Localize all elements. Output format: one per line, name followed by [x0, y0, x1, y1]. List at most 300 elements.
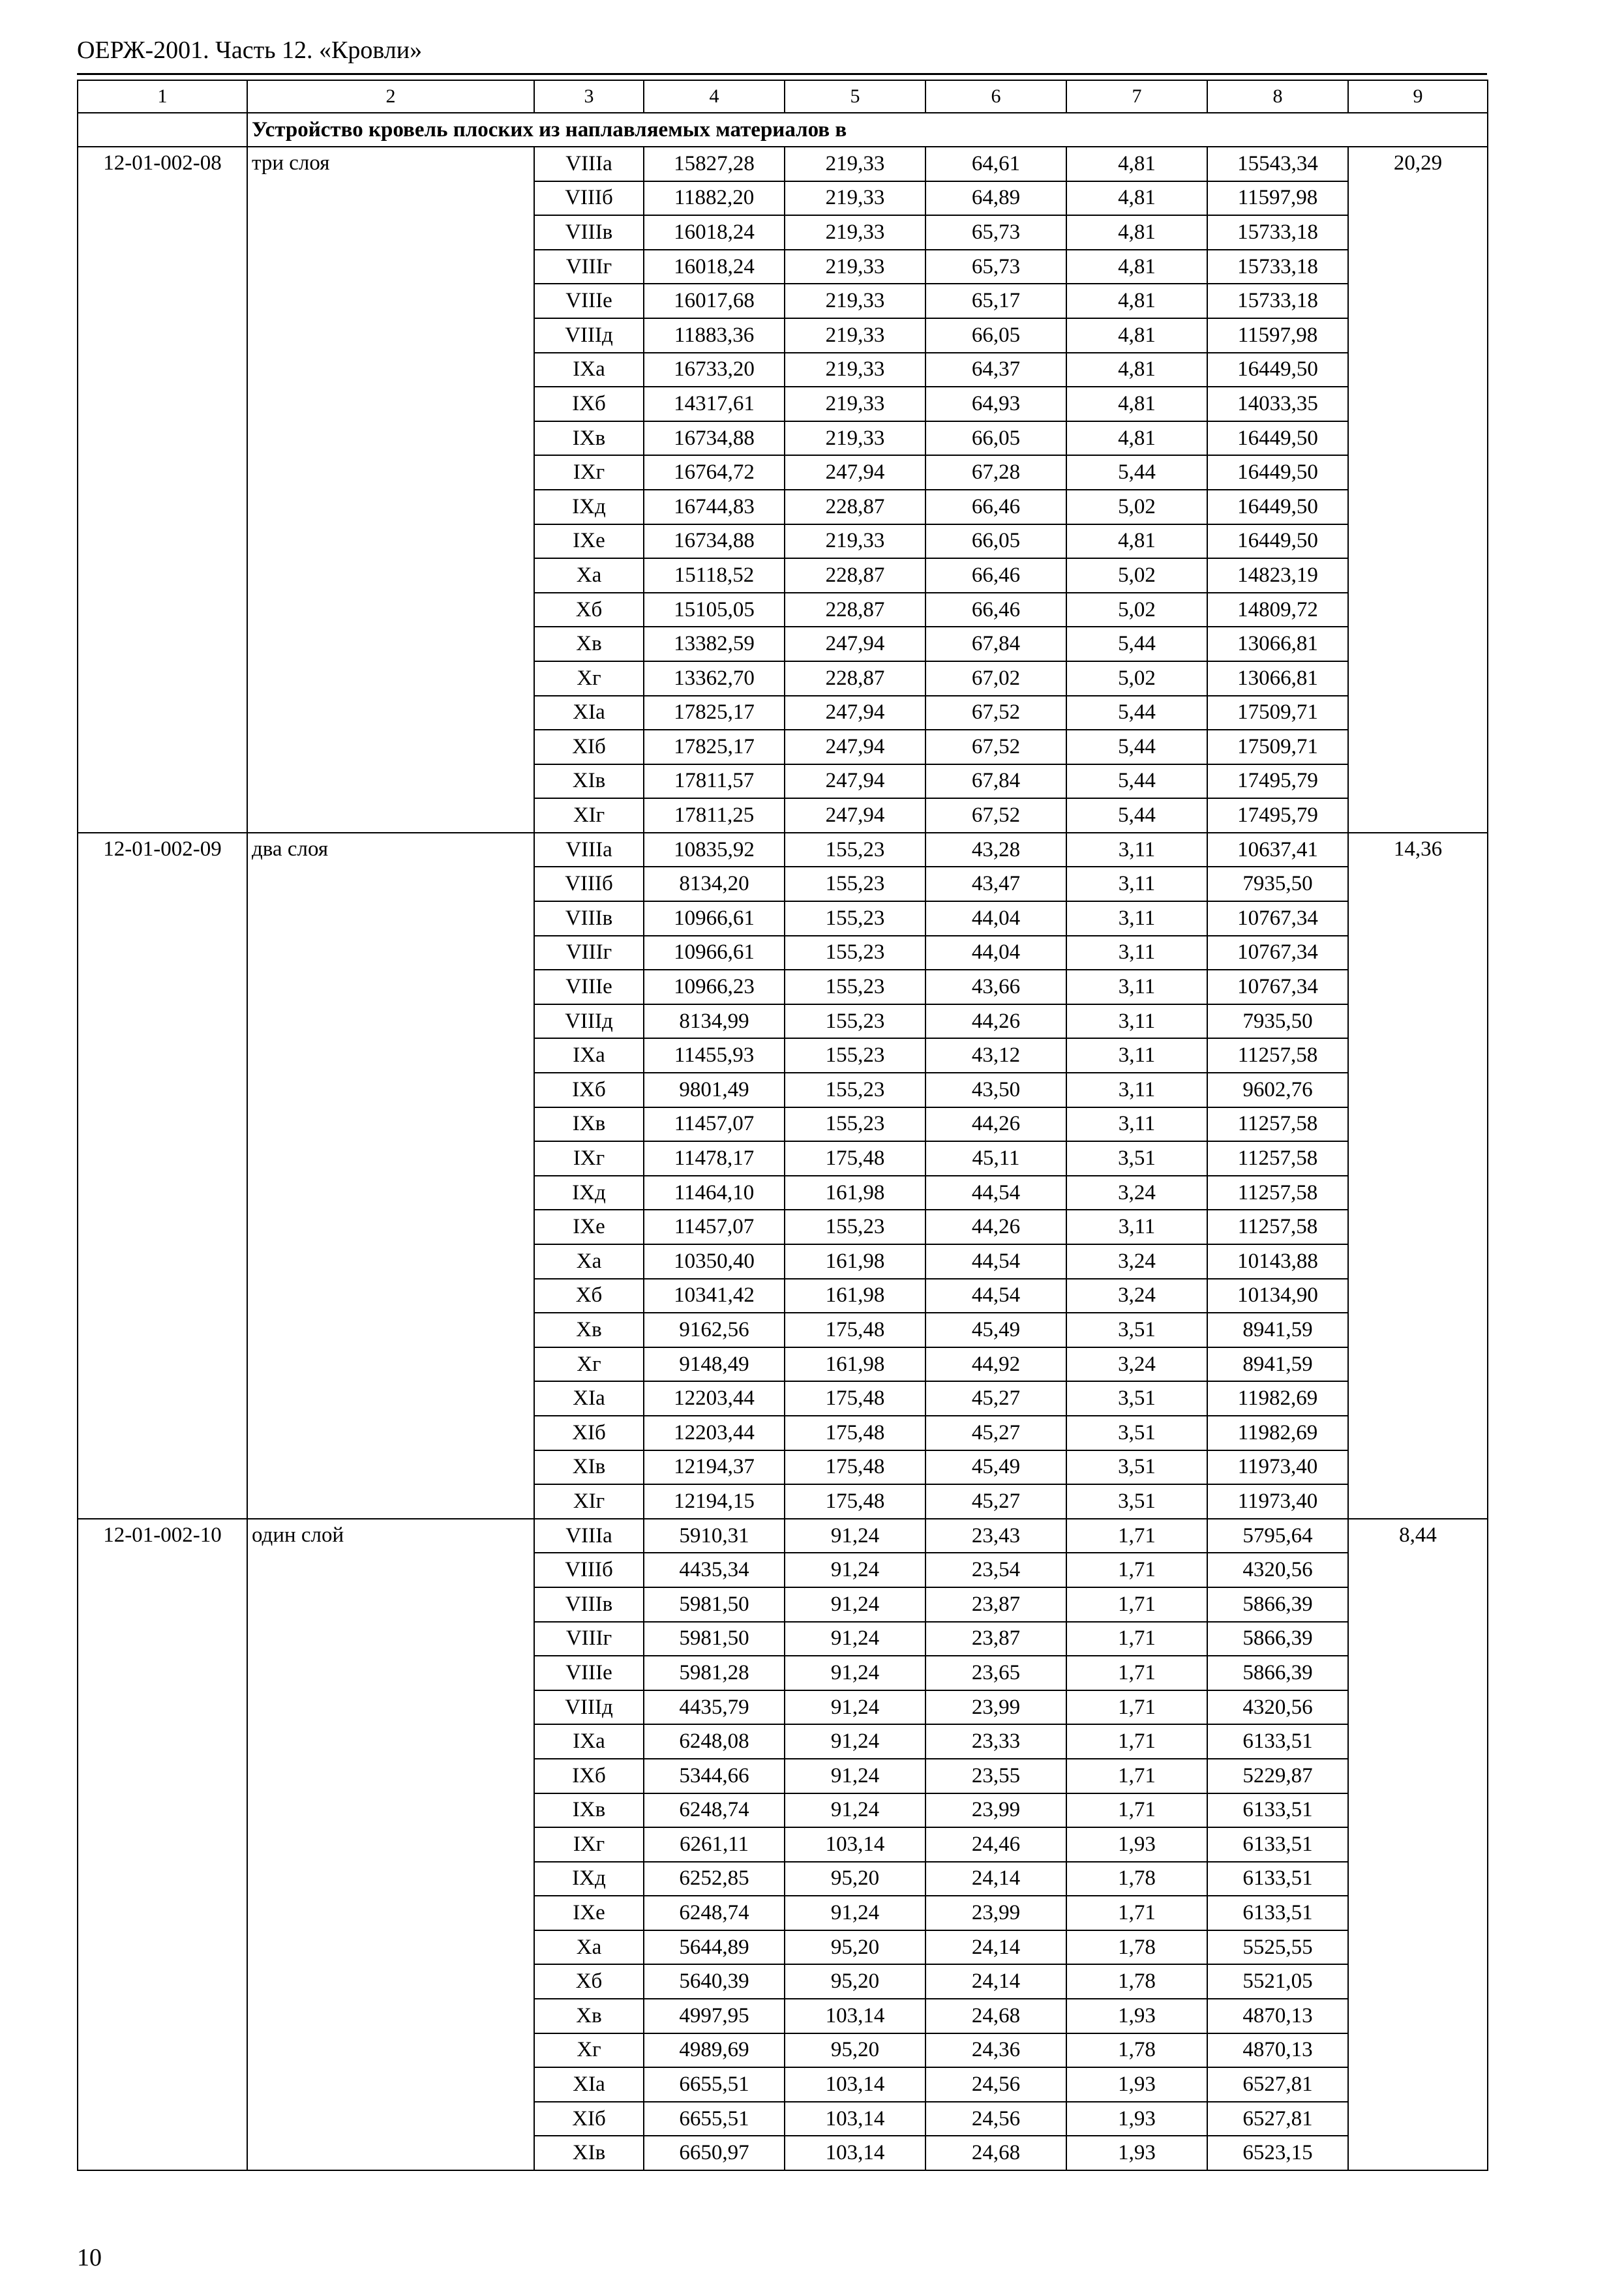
column-header: 5 — [785, 80, 925, 113]
total-cost-cell: 6248,74 — [644, 1793, 785, 1828]
materials-cell: 16449,50 — [1207, 353, 1348, 387]
wages-cell: 91,24 — [785, 1896, 925, 1930]
materials-cell: 5229,87 — [1207, 1759, 1348, 1793]
driver-wages-cell: 1,71 — [1066, 1690, 1207, 1725]
driver-wages-cell: 1,71 — [1066, 1656, 1207, 1690]
wages-cell: 95,20 — [785, 1964, 925, 1999]
driver-wages-cell: 1,71 — [1066, 1896, 1207, 1930]
total-cost-cell: 15118,52 — [644, 558, 785, 593]
layer-count: один слой — [247, 1519, 534, 2170]
materials-cell: 5525,55 — [1207, 1930, 1348, 1965]
wages-cell: 155,23 — [785, 1210, 925, 1244]
machines-cell: 64,93 — [925, 387, 1066, 421]
total-cost-cell: 10966,23 — [644, 970, 785, 1004]
zone-cell: IXа — [534, 1724, 644, 1759]
total-cost-cell: 5640,39 — [644, 1964, 785, 1999]
materials-cell: 10134,90 — [1207, 1279, 1348, 1313]
driver-wages-cell: 1,71 — [1066, 1793, 1207, 1828]
machines-cell: 45,27 — [925, 1381, 1066, 1416]
total-cost-cell: 11883,36 — [644, 318, 785, 353]
section-title-spacer — [78, 113, 247, 147]
driver-wages-cell: 1,78 — [1066, 1930, 1207, 1965]
driver-wages-cell: 1,93 — [1066, 2136, 1207, 2170]
driver-wages-cell: 5,02 — [1066, 661, 1207, 696]
materials-cell: 17495,79 — [1207, 764, 1348, 799]
driver-wages-cell: 4,81 — [1066, 353, 1207, 387]
materials-cell: 6527,81 — [1207, 2067, 1348, 2102]
layer-count: два слоя — [247, 833, 534, 1519]
total-cost-cell: 13382,59 — [644, 627, 785, 661]
machines-cell: 24,56 — [925, 2067, 1066, 2102]
total-cost-cell: 11457,07 — [644, 1210, 785, 1244]
materials-cell: 7935,50 — [1207, 867, 1348, 901]
wages-cell: 155,23 — [785, 867, 925, 901]
machines-cell: 66,46 — [925, 490, 1066, 524]
machines-cell: 67,02 — [925, 661, 1066, 696]
wages-cell: 155,23 — [785, 1073, 925, 1107]
total-cost-cell: 16764,72 — [644, 455, 785, 490]
page-number: 10 — [77, 2244, 102, 2271]
zone-cell: VIIIг — [534, 250, 644, 284]
machines-cell: 66,46 — [925, 593, 1066, 627]
zone-cell: XIв — [534, 764, 644, 799]
labor-cost-cell: 14,36 — [1348, 833, 1488, 1519]
section-title: Устройство кровель плоских из наплавляемых материалов в — [247, 113, 1488, 147]
driver-wages-cell: 5,02 — [1066, 490, 1207, 524]
machines-cell: 65,73 — [925, 215, 1066, 250]
materials-cell: 9602,76 — [1207, 1073, 1348, 1107]
materials-cell: 11257,58 — [1207, 1210, 1348, 1244]
driver-wages-cell: 3,51 — [1066, 1381, 1207, 1416]
driver-wages-cell: 4,81 — [1066, 318, 1207, 353]
materials-cell: 10143,88 — [1207, 1244, 1348, 1279]
materials-cell: 16449,50 — [1207, 455, 1348, 490]
zone-cell: IXа — [534, 353, 644, 387]
wages-cell: 219,33 — [785, 284, 925, 318]
zone-cell: IXд — [534, 490, 644, 524]
total-cost-cell: 16017,68 — [644, 284, 785, 318]
machines-cell: 66,46 — [925, 558, 1066, 593]
machines-cell: 24,56 — [925, 2102, 1066, 2136]
page-header-title: ОЕРЖ-2001. Часть 12. «Кровли» — [77, 37, 423, 64]
driver-wages-cell: 5,44 — [1066, 696, 1207, 730]
total-cost-cell: 10350,40 — [644, 1244, 785, 1279]
materials-cell: 4870,13 — [1207, 2033, 1348, 2068]
total-cost-cell: 6248,74 — [644, 1896, 785, 1930]
driver-wages-cell: 1,78 — [1066, 2033, 1207, 2068]
wages-cell: 219,33 — [785, 250, 925, 284]
zone-cell: VIIIг — [534, 936, 644, 970]
total-cost-cell: 5910,31 — [644, 1519, 785, 1553]
materials-cell: 13066,81 — [1207, 661, 1348, 696]
wages-cell: 247,94 — [785, 696, 925, 730]
driver-wages-cell: 5,02 — [1066, 558, 1207, 593]
driver-wages-cell: 1,78 — [1066, 1862, 1207, 1896]
column-header: 3 — [534, 80, 644, 113]
materials-cell: 8941,59 — [1207, 1347, 1348, 1382]
machines-cell: 23,65 — [925, 1656, 1066, 1690]
machines-cell: 23,99 — [925, 1690, 1066, 1725]
wages-cell: 91,24 — [785, 1793, 925, 1828]
total-cost-cell: 8134,20 — [644, 867, 785, 901]
driver-wages-cell: 3,11 — [1066, 1038, 1207, 1073]
wages-cell: 155,23 — [785, 833, 925, 867]
zone-cell: VIIIб — [534, 1553, 644, 1587]
header-rule — [77, 73, 1487, 75]
zone-cell: Xб — [534, 1279, 644, 1313]
zone-cell: Xб — [534, 1964, 644, 1999]
driver-wages-cell: 3,11 — [1066, 970, 1207, 1004]
materials-cell: 4320,56 — [1207, 1690, 1348, 1725]
zone-cell: VIIIд — [534, 1690, 644, 1725]
driver-wages-cell: 3,11 — [1066, 833, 1207, 867]
driver-wages-cell: 5,44 — [1066, 730, 1207, 764]
machines-cell: 24,46 — [925, 1827, 1066, 1862]
zone-cell: Xа — [534, 1244, 644, 1279]
total-cost-cell: 16018,24 — [644, 250, 785, 284]
machines-cell: 23,33 — [925, 1724, 1066, 1759]
wages-cell: 91,24 — [785, 1622, 925, 1656]
column-header: 8 — [1207, 80, 1348, 113]
total-cost-cell: 12194,37 — [644, 1450, 785, 1485]
machines-cell: 23,87 — [925, 1587, 1066, 1622]
wages-cell: 228,87 — [785, 593, 925, 627]
driver-wages-cell: 4,81 — [1066, 524, 1207, 559]
zone-cell: XIв — [534, 1450, 644, 1485]
machines-cell: 23,43 — [925, 1519, 1066, 1553]
machines-cell: 67,84 — [925, 627, 1066, 661]
zone-cell: IXб — [534, 1759, 644, 1793]
driver-wages-cell: 5,02 — [1066, 593, 1207, 627]
zone-cell: XIб — [534, 2102, 644, 2136]
driver-wages-cell: 3,51 — [1066, 1313, 1207, 1347]
zone-cell: VIIIд — [534, 1004, 644, 1039]
column-header: 9 — [1348, 80, 1488, 113]
total-cost-cell: 16733,20 — [644, 353, 785, 387]
zone-cell: XIб — [534, 1416, 644, 1450]
total-cost-cell: 4997,95 — [644, 1999, 785, 2033]
machines-cell: 23,55 — [925, 1759, 1066, 1793]
materials-cell: 6133,51 — [1207, 1724, 1348, 1759]
wages-cell: 103,14 — [785, 1999, 925, 2033]
wages-cell: 103,14 — [785, 2067, 925, 2102]
materials-cell: 17495,79 — [1207, 798, 1348, 833]
zone-cell: IXв — [534, 421, 644, 456]
materials-cell: 11597,98 — [1207, 318, 1348, 353]
zone-cell: XIа — [534, 696, 644, 730]
labor-cost-cell: 8,44 — [1348, 1519, 1488, 2170]
zone-cell: Xг — [534, 2033, 644, 2068]
wages-cell: 247,94 — [785, 730, 925, 764]
total-cost-cell: 10341,42 — [644, 1279, 785, 1313]
zone-cell: IXг — [534, 455, 644, 490]
machines-cell: 44,04 — [925, 901, 1066, 936]
machines-cell: 23,54 — [925, 1553, 1066, 1587]
zone-cell: VIIIа — [534, 833, 644, 867]
table-row — [78, 147, 1488, 181]
driver-wages-cell: 1,71 — [1066, 1587, 1207, 1622]
wages-cell: 91,24 — [785, 1759, 925, 1793]
driver-wages-cell: 1,93 — [1066, 2102, 1207, 2136]
materials-cell: 16449,50 — [1207, 524, 1348, 559]
machines-cell: 44,54 — [925, 1176, 1066, 1210]
total-cost-cell: 17811,25 — [644, 798, 785, 833]
wages-cell: 155,23 — [785, 970, 925, 1004]
total-cost-cell: 10966,61 — [644, 936, 785, 970]
materials-cell: 10767,34 — [1207, 901, 1348, 936]
machines-cell: 43,47 — [925, 867, 1066, 901]
rate-code: 12-01-002-10 — [78, 1519, 247, 2170]
zone-cell: VIIIг — [534, 1622, 644, 1656]
table-row — [78, 833, 1488, 867]
wages-cell: 91,24 — [785, 1519, 925, 1553]
driver-wages-cell: 3,11 — [1066, 1210, 1207, 1244]
wages-cell: 228,87 — [785, 661, 925, 696]
driver-wages-cell: 3,11 — [1066, 1107, 1207, 1142]
zone-cell: XIг — [534, 798, 644, 833]
machines-cell: 24,36 — [925, 2033, 1066, 2068]
driver-wages-cell: 3,51 — [1066, 1484, 1207, 1519]
machines-cell: 43,12 — [925, 1038, 1066, 1073]
machines-cell: 67,52 — [925, 696, 1066, 730]
driver-wages-cell: 3,51 — [1066, 1416, 1207, 1450]
materials-cell: 5521,05 — [1207, 1964, 1348, 1999]
materials-cell: 10767,34 — [1207, 970, 1348, 1004]
total-cost-cell: 15105,05 — [644, 593, 785, 627]
wages-cell: 95,20 — [785, 1930, 925, 1965]
wages-cell: 103,14 — [785, 2136, 925, 2170]
machines-cell: 44,04 — [925, 936, 1066, 970]
machines-cell: 67,52 — [925, 730, 1066, 764]
total-cost-cell: 9162,56 — [644, 1313, 785, 1347]
machines-cell: 67,52 — [925, 798, 1066, 833]
driver-wages-cell: 4,81 — [1066, 284, 1207, 318]
wages-cell: 91,24 — [785, 1690, 925, 1725]
total-cost-cell: 8134,99 — [644, 1004, 785, 1039]
wages-cell: 247,94 — [785, 455, 925, 490]
column-number-row — [78, 80, 1488, 113]
wages-cell: 175,48 — [785, 1484, 925, 1519]
driver-wages-cell: 3,51 — [1066, 1450, 1207, 1485]
column-header: 1 — [78, 80, 247, 113]
zone-cell: XIг — [534, 1484, 644, 1519]
price-table — [77, 80, 1488, 2171]
materials-cell: 6133,51 — [1207, 1862, 1348, 1896]
materials-cell: 14809,72 — [1207, 593, 1348, 627]
total-cost-cell: 13362,70 — [644, 661, 785, 696]
wages-cell: 219,33 — [785, 524, 925, 559]
total-cost-cell: 6252,85 — [644, 1862, 785, 1896]
machines-cell: 23,99 — [925, 1793, 1066, 1828]
wages-cell: 219,33 — [785, 181, 925, 216]
zone-cell: IXе — [534, 1896, 644, 1930]
total-cost-cell: 4435,34 — [644, 1553, 785, 1587]
zone-cell: IXв — [534, 1793, 644, 1828]
total-cost-cell: 17811,57 — [644, 764, 785, 799]
machines-cell: 64,37 — [925, 353, 1066, 387]
materials-cell: 6527,81 — [1207, 2102, 1348, 2136]
machines-cell: 64,61 — [925, 147, 1066, 181]
wages-cell: 155,23 — [785, 936, 925, 970]
machines-cell: 45,49 — [925, 1450, 1066, 1485]
wages-cell: 91,24 — [785, 1553, 925, 1587]
total-cost-cell: 4435,79 — [644, 1690, 785, 1725]
wages-cell: 155,23 — [785, 1004, 925, 1039]
rate-code: 12-01-002-08 — [78, 147, 247, 833]
materials-cell: 15543,34 — [1207, 147, 1348, 181]
zone-cell: VIIIб — [534, 181, 644, 216]
zone-cell: Xг — [534, 661, 644, 696]
total-cost-cell: 12203,44 — [644, 1416, 785, 1450]
driver-wages-cell: 3,24 — [1066, 1244, 1207, 1279]
zone-cell: Xв — [534, 627, 644, 661]
driver-wages-cell: 3,11 — [1066, 901, 1207, 936]
zone-cell: VIIIд — [534, 318, 644, 353]
machines-cell: 44,92 — [925, 1347, 1066, 1382]
zone-cell: IXб — [534, 1073, 644, 1107]
zone-cell: XIа — [534, 2067, 644, 2102]
wages-cell: 103,14 — [785, 2102, 925, 2136]
wages-cell: 247,94 — [785, 798, 925, 833]
machines-cell: 67,84 — [925, 764, 1066, 799]
wages-cell: 219,33 — [785, 387, 925, 421]
zone-cell: IXе — [534, 1210, 644, 1244]
materials-cell: 10767,34 — [1207, 936, 1348, 970]
materials-cell: 7935,50 — [1207, 1004, 1348, 1039]
wages-cell: 155,23 — [785, 1038, 925, 1073]
zone-cell: IXд — [534, 1862, 644, 1896]
rate-code: 12-01-002-09 — [78, 833, 247, 1519]
materials-cell: 16449,50 — [1207, 490, 1348, 524]
zone-cell: IXг — [534, 1141, 644, 1176]
zone-cell: Xв — [534, 1313, 644, 1347]
wages-cell: 91,24 — [785, 1724, 925, 1759]
zone-cell: IXд — [534, 1176, 644, 1210]
driver-wages-cell: 3,51 — [1066, 1141, 1207, 1176]
driver-wages-cell: 1,71 — [1066, 1553, 1207, 1587]
labor-cost-cell: 20,29 — [1348, 147, 1488, 833]
machines-cell: 66,05 — [925, 318, 1066, 353]
zone-cell: VIIIа — [534, 1519, 644, 1553]
wages-cell: 175,48 — [785, 1313, 925, 1347]
materials-cell: 17509,71 — [1207, 696, 1348, 730]
machines-cell: 44,26 — [925, 1210, 1066, 1244]
zone-cell: VIIIв — [534, 901, 644, 936]
wages-cell: 219,33 — [785, 318, 925, 353]
materials-cell: 10637,41 — [1207, 833, 1348, 867]
driver-wages-cell: 3,24 — [1066, 1279, 1207, 1313]
total-cost-cell: 14317,61 — [644, 387, 785, 421]
total-cost-cell: 16734,88 — [644, 524, 785, 559]
total-cost-cell: 5981,50 — [644, 1587, 785, 1622]
wages-cell: 161,98 — [785, 1176, 925, 1210]
total-cost-cell: 9801,49 — [644, 1073, 785, 1107]
wages-cell: 161,98 — [785, 1279, 925, 1313]
wages-cell: 228,87 — [785, 558, 925, 593]
machines-cell: 24,68 — [925, 2136, 1066, 2170]
materials-cell: 6133,51 — [1207, 1827, 1348, 1862]
materials-cell: 11982,69 — [1207, 1381, 1348, 1416]
machines-cell: 65,17 — [925, 284, 1066, 318]
column-header: 4 — [644, 80, 785, 113]
zone-cell: IXв — [534, 1107, 644, 1142]
materials-cell: 11982,69 — [1207, 1416, 1348, 1450]
zone-cell: IXг — [534, 1827, 644, 1862]
driver-wages-cell: 1,78 — [1066, 1964, 1207, 1999]
zone-cell: VIIIе — [534, 970, 644, 1004]
driver-wages-cell: 5,44 — [1066, 455, 1207, 490]
materials-cell: 4870,13 — [1207, 1999, 1348, 2033]
total-cost-cell: 11478,17 — [644, 1141, 785, 1176]
wages-cell: 219,33 — [785, 147, 925, 181]
wages-cell: 91,24 — [785, 1587, 925, 1622]
machines-cell: 44,26 — [925, 1004, 1066, 1039]
machines-cell: 45,11 — [925, 1141, 1066, 1176]
materials-cell: 14033,35 — [1207, 387, 1348, 421]
materials-cell: 11257,58 — [1207, 1107, 1348, 1142]
machines-cell: 66,05 — [925, 524, 1066, 559]
materials-cell: 4320,56 — [1207, 1553, 1348, 1587]
materials-cell: 5866,39 — [1207, 1587, 1348, 1622]
wages-cell: 155,23 — [785, 1107, 925, 1142]
total-cost-cell: 12203,44 — [644, 1381, 785, 1416]
zone-cell: VIIIе — [534, 284, 644, 318]
machines-cell: 24,14 — [925, 1964, 1066, 1999]
driver-wages-cell: 4,81 — [1066, 421, 1207, 456]
wages-cell: 175,48 — [785, 1450, 925, 1485]
machines-cell: 24,14 — [925, 1930, 1066, 1965]
wages-cell: 175,48 — [785, 1381, 925, 1416]
wages-cell: 219,33 — [785, 215, 925, 250]
driver-wages-cell: 5,44 — [1066, 798, 1207, 833]
total-cost-cell: 11455,93 — [644, 1038, 785, 1073]
materials-cell: 15733,18 — [1207, 215, 1348, 250]
total-cost-cell: 11464,10 — [644, 1176, 785, 1210]
driver-wages-cell: 4,81 — [1066, 250, 1207, 284]
zone-cell: IXа — [534, 1038, 644, 1073]
table-row — [78, 1519, 1488, 1553]
materials-cell: 5795,64 — [1207, 1519, 1348, 1553]
total-cost-cell: 15827,28 — [644, 147, 785, 181]
wages-cell: 103,14 — [785, 1827, 925, 1862]
column-header: 7 — [1066, 80, 1207, 113]
zone-cell: Xв — [534, 1999, 644, 2033]
machines-cell: 44,54 — [925, 1244, 1066, 1279]
driver-wages-cell: 1,71 — [1066, 1724, 1207, 1759]
total-cost-cell: 9148,49 — [644, 1347, 785, 1382]
machines-cell: 23,99 — [925, 1896, 1066, 1930]
driver-wages-cell: 3,11 — [1066, 936, 1207, 970]
machines-cell: 44,26 — [925, 1107, 1066, 1142]
total-cost-cell: 5981,50 — [644, 1622, 785, 1656]
total-cost-cell: 17825,17 — [644, 696, 785, 730]
zone-cell: VIIIе — [534, 1656, 644, 1690]
materials-cell: 5866,39 — [1207, 1656, 1348, 1690]
driver-wages-cell: 3,11 — [1066, 867, 1207, 901]
machines-cell: 24,14 — [925, 1862, 1066, 1896]
zone-cell: IXе — [534, 524, 644, 559]
driver-wages-cell: 3,24 — [1066, 1176, 1207, 1210]
wages-cell: 161,98 — [785, 1244, 925, 1279]
wages-cell: 175,48 — [785, 1141, 925, 1176]
driver-wages-cell: 4,81 — [1066, 181, 1207, 216]
materials-cell: 6133,51 — [1207, 1896, 1348, 1930]
materials-cell: 15733,18 — [1207, 250, 1348, 284]
wages-cell: 175,48 — [785, 1416, 925, 1450]
column-header: 6 — [925, 80, 1066, 113]
zone-cell: Xа — [534, 558, 644, 593]
zone-cell: XIа — [534, 1381, 644, 1416]
